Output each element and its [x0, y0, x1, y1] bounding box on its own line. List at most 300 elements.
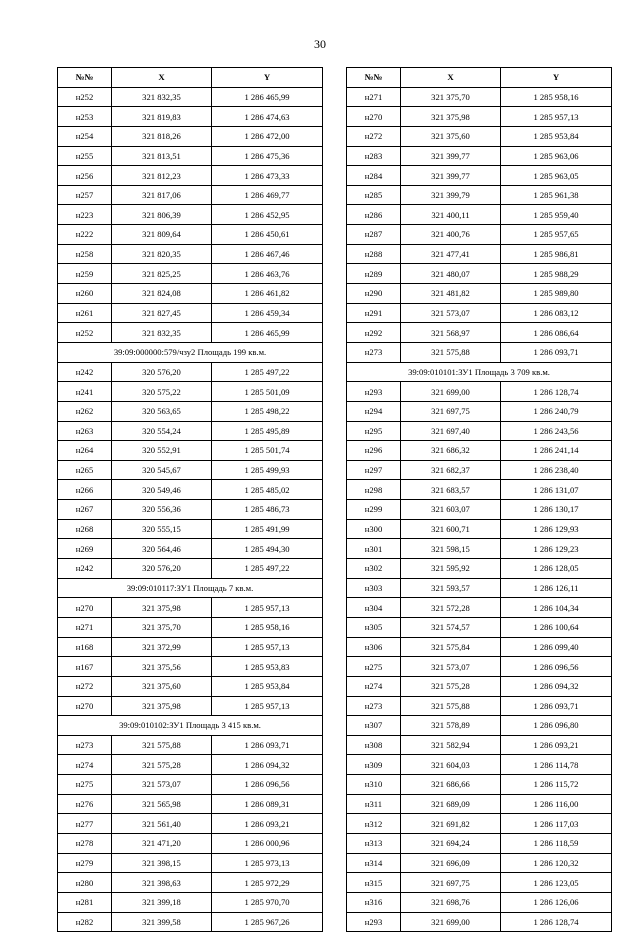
table-row	[58, 421, 323, 441]
table-row	[58, 814, 323, 834]
y-coordinate-cell: 1 286 104,34	[501, 598, 612, 618]
point-number-cell: н260	[58, 284, 112, 304]
table-row	[58, 382, 323, 402]
point-number-cell: н312	[347, 814, 401, 834]
y-coordinate-cell: 1 286 096,56	[212, 775, 323, 795]
x-coordinate-cell: 321 582,94	[401, 735, 501, 755]
table-row	[347, 460, 612, 480]
point-number-cell: н275	[347, 657, 401, 677]
point-number-cell: н285	[347, 185, 401, 205]
y-coordinate-cell: 1 286 475,36	[212, 146, 323, 166]
section-header-row	[58, 342, 323, 362]
table-row	[347, 500, 612, 520]
y-coordinate-cell: 1 286 094,32	[501, 676, 612, 696]
x-coordinate-cell: 321 603,07	[401, 500, 501, 520]
table-row	[58, 284, 323, 304]
table-row	[58, 480, 323, 500]
y-coordinate-cell: 1 285 957,65	[501, 225, 612, 245]
point-number-cell: н222	[58, 225, 112, 245]
x-coordinate-cell: 320 555,15	[112, 519, 212, 539]
table-row	[347, 833, 612, 853]
point-number-cell: н272	[347, 126, 401, 146]
x-coordinate-cell: 321 375,98	[112, 696, 212, 716]
table-row	[58, 755, 323, 775]
x-coordinate-cell: 321 375,60	[401, 126, 501, 146]
y-coordinate-cell: 1 285 494,30	[212, 539, 323, 559]
table-row	[58, 244, 323, 264]
table-row	[58, 794, 323, 814]
x-coordinate-cell: 321 481,82	[401, 284, 501, 304]
point-number-cell: н313	[347, 833, 401, 853]
point-number-cell: н293	[347, 912, 401, 932]
y-coordinate-cell: 1 285 958,16	[501, 87, 612, 107]
point-number-cell: н242	[58, 559, 112, 579]
section-header-row	[58, 716, 323, 736]
table-row	[347, 244, 612, 264]
point-number-cell: н270	[347, 107, 401, 127]
table-row	[347, 284, 612, 304]
point-number-cell: н241	[58, 382, 112, 402]
x-coordinate-cell: 321 683,57	[401, 480, 501, 500]
x-coordinate-cell: 321 375,98	[112, 598, 212, 618]
x-coordinate-cell: 320 563,65	[112, 401, 212, 421]
x-coordinate-cell: 320 564,46	[112, 539, 212, 559]
y-coordinate-cell: 1 285 495,89	[212, 421, 323, 441]
table-row	[347, 853, 612, 873]
point-number-cell: н223	[58, 205, 112, 225]
y-coordinate-cell: 1 285 501,74	[212, 441, 323, 461]
y-coordinate-cell: 1 286 093,21	[212, 814, 323, 834]
x-coordinate-cell: 321 697,40	[401, 421, 501, 441]
point-number-cell: н311	[347, 794, 401, 814]
point-number-cell: н270	[58, 598, 112, 618]
x-coordinate-cell: 321 573,07	[401, 303, 501, 323]
point-number-cell: н168	[58, 637, 112, 657]
x-coordinate-cell: 321 600,71	[401, 519, 501, 539]
table-row	[347, 205, 612, 225]
point-number-cell: н271	[58, 617, 112, 637]
y-coordinate-cell: 1 285 988,29	[501, 264, 612, 284]
x-coordinate-cell: 320 549,46	[112, 480, 212, 500]
y-coordinate-cell: 1 286 131,07	[501, 480, 612, 500]
point-number-cell: н267	[58, 500, 112, 520]
table-row	[347, 401, 612, 421]
y-coordinate-cell: 1 286 465,99	[212, 323, 323, 343]
point-number-cell: н291	[347, 303, 401, 323]
y-coordinate-cell: 1 286 128,74	[501, 382, 612, 402]
table-row	[347, 892, 612, 912]
y-coordinate-cell: 1 285 485,02	[212, 480, 323, 500]
x-coordinate-cell: 321 575,28	[401, 676, 501, 696]
point-number-cell: н307	[347, 716, 401, 736]
point-number-cell: н266	[58, 480, 112, 500]
point-number-cell: н264	[58, 441, 112, 461]
table-row	[347, 775, 612, 795]
y-coordinate-cell: 1 286 118,59	[501, 833, 612, 853]
y-coordinate-cell: 1 286 129,93	[501, 519, 612, 539]
point-number-cell: н259	[58, 264, 112, 284]
point-number-cell: н284	[347, 166, 401, 186]
y-coordinate-cell: 1 285 957,13	[212, 696, 323, 716]
x-coordinate-cell: 321 375,98	[401, 107, 501, 127]
table-header-row	[58, 68, 323, 88]
table-row	[347, 559, 612, 579]
x-coordinate-cell: 321 400,76	[401, 225, 501, 245]
point-number-cell: н299	[347, 500, 401, 520]
y-coordinate-cell: 1 286 099,40	[501, 637, 612, 657]
y-coordinate-cell: 1 285 972,29	[212, 873, 323, 893]
x-coordinate-cell: 321 399,18	[112, 892, 212, 912]
point-number-cell: н301	[347, 539, 401, 559]
y-coordinate-cell: 1 286 115,72	[501, 775, 612, 795]
x-coordinate-cell: 320 576,20	[112, 362, 212, 382]
table-row	[58, 892, 323, 912]
table-row	[347, 873, 612, 893]
table-row	[347, 342, 612, 362]
y-coordinate-cell: 1 286 238,40	[501, 460, 612, 480]
table-row	[347, 146, 612, 166]
table-row	[58, 107, 323, 127]
table-row	[347, 323, 612, 343]
point-number-cell: н293	[347, 382, 401, 402]
point-number-cell: н298	[347, 480, 401, 500]
point-number-cell: н274	[58, 755, 112, 775]
y-coordinate-cell: 1 285 958,16	[212, 617, 323, 637]
x-coordinate-cell: 321 575,88	[401, 342, 501, 362]
y-coordinate-cell: 1 286 463,76	[212, 264, 323, 284]
x-coordinate-cell: 321 573,07	[112, 775, 212, 795]
y-coordinate-cell: 1 286 128,74	[501, 912, 612, 932]
table-row	[58, 539, 323, 559]
x-coordinate-cell: 321 604,03	[401, 755, 501, 775]
y-coordinate-cell: 1 286 474,63	[212, 107, 323, 127]
y-coordinate-cell: 1 286 100,64	[501, 617, 612, 637]
section-header-row	[347, 362, 612, 382]
table-row	[347, 441, 612, 461]
x-coordinate-cell: 320 576,20	[112, 559, 212, 579]
y-coordinate-cell: 1 286 128,05	[501, 559, 612, 579]
point-number-cell: н282	[58, 912, 112, 932]
point-number-cell: н252	[58, 323, 112, 343]
point-number-cell: н273	[347, 696, 401, 716]
header-y: Y	[501, 68, 612, 88]
page-number: 30	[314, 37, 326, 51]
x-coordinate-cell: 321 375,70	[401, 87, 501, 107]
x-coordinate-cell: 321 568,97	[401, 323, 501, 343]
table-row	[58, 637, 323, 657]
point-number-cell: н310	[347, 775, 401, 795]
point-number-cell: н258	[58, 244, 112, 264]
table-row	[347, 519, 612, 539]
y-coordinate-cell: 1 286 096,56	[501, 657, 612, 677]
y-coordinate-cell: 1 285 963,05	[501, 166, 612, 186]
table-row	[347, 382, 612, 402]
point-number-cell: н297	[347, 460, 401, 480]
x-coordinate-cell: 321 806,39	[112, 205, 212, 225]
point-number-cell: н294	[347, 401, 401, 421]
x-coordinate-cell: 321 832,35	[112, 323, 212, 343]
point-number-cell: н270	[58, 696, 112, 716]
x-coordinate-cell: 321 399,58	[112, 912, 212, 932]
point-number-cell: н257	[58, 185, 112, 205]
point-number-cell: н242	[58, 362, 112, 382]
table-row	[58, 185, 323, 205]
y-coordinate-cell: 1 285 967,26	[212, 912, 323, 932]
table-row	[347, 578, 612, 598]
table-row	[347, 912, 612, 932]
x-coordinate-cell: 321 575,28	[112, 755, 212, 775]
table-row	[58, 441, 323, 461]
table-row	[58, 323, 323, 343]
x-coordinate-cell: 321 399,79	[401, 185, 501, 205]
x-coordinate-cell: 321 398,63	[112, 873, 212, 893]
table-body	[58, 87, 323, 932]
x-coordinate-cell: 321 699,00	[401, 382, 501, 402]
x-coordinate-cell: 320 554,24	[112, 421, 212, 441]
y-coordinate-cell: 1 286 000,96	[212, 833, 323, 853]
point-number-cell: н292	[347, 323, 401, 343]
header-number: №№	[347, 68, 401, 88]
point-number-cell: н265	[58, 460, 112, 480]
table-row	[347, 676, 612, 696]
x-coordinate-cell: 321 809,64	[112, 225, 212, 245]
y-coordinate-cell: 1 285 957,13	[212, 598, 323, 618]
table-row	[58, 303, 323, 323]
coordinates-table-right	[346, 67, 612, 932]
y-coordinate-cell: 1 285 963,06	[501, 146, 612, 166]
y-coordinate-cell: 1 286 240,79	[501, 401, 612, 421]
x-coordinate-cell: 321 820,35	[112, 244, 212, 264]
x-coordinate-cell: 321 598,15	[401, 539, 501, 559]
y-coordinate-cell: 1 286 467,46	[212, 244, 323, 264]
point-number-cell: н263	[58, 421, 112, 441]
x-coordinate-cell: 321 697,75	[401, 401, 501, 421]
y-coordinate-cell: 1 286 117,03	[501, 814, 612, 834]
point-number-cell: н167	[58, 657, 112, 677]
point-number-cell: н273	[347, 342, 401, 362]
y-coordinate-cell: 1 285 497,22	[212, 559, 323, 579]
y-coordinate-cell: 1 285 970,70	[212, 892, 323, 912]
y-coordinate-cell: 1 286 093,71	[212, 735, 323, 755]
table-row	[347, 657, 612, 677]
x-coordinate-cell: 321 827,45	[112, 303, 212, 323]
x-coordinate-cell: 321 561,40	[112, 814, 212, 834]
y-coordinate-cell: 1 285 961,38	[501, 185, 612, 205]
point-number-cell: н255	[58, 146, 112, 166]
y-coordinate-cell: 1 286 473,33	[212, 166, 323, 186]
point-number-cell: н269	[58, 539, 112, 559]
point-number-cell: н262	[58, 401, 112, 421]
x-coordinate-cell: 321 593,57	[401, 578, 501, 598]
table-row	[347, 814, 612, 834]
table-row	[58, 696, 323, 716]
table-row	[347, 696, 612, 716]
table-row	[347, 617, 612, 637]
y-coordinate-cell: 1 286 126,06	[501, 892, 612, 912]
x-coordinate-cell: 321 818,26	[112, 126, 212, 146]
x-coordinate-cell: 320 545,67	[112, 460, 212, 480]
table-row	[58, 460, 323, 480]
x-coordinate-cell: 321 399,77	[401, 146, 501, 166]
y-coordinate-cell: 1 286 465,99	[212, 87, 323, 107]
table-row	[58, 676, 323, 696]
x-coordinate-cell: 321 825,25	[112, 264, 212, 284]
point-number-cell: н273	[58, 735, 112, 755]
point-number-cell: н275	[58, 775, 112, 795]
table-row	[58, 598, 323, 618]
table-row	[58, 264, 323, 284]
point-number-cell: н277	[58, 814, 112, 834]
table-row	[58, 362, 323, 382]
header-y: Y	[212, 68, 323, 88]
x-coordinate-cell: 321 480,07	[401, 264, 501, 284]
point-number-cell: н303	[347, 578, 401, 598]
header-x: X	[112, 68, 212, 88]
table-row	[347, 421, 612, 441]
x-coordinate-cell: 320 556,36	[112, 500, 212, 520]
table-row	[347, 303, 612, 323]
y-coordinate-cell: 1 286 459,34	[212, 303, 323, 323]
table-row	[58, 912, 323, 932]
table-row	[347, 126, 612, 146]
point-number-cell: н261	[58, 303, 112, 323]
y-coordinate-cell: 1 285 953,84	[501, 126, 612, 146]
coordinates-table-left	[57, 67, 323, 932]
point-number-cell: н316	[347, 892, 401, 912]
table-row	[347, 107, 612, 127]
table-row	[58, 225, 323, 245]
table-row	[58, 617, 323, 637]
header-x: X	[401, 68, 501, 88]
point-number-cell: н256	[58, 166, 112, 186]
point-number-cell: н300	[347, 519, 401, 539]
y-coordinate-cell: 1 286 114,78	[501, 755, 612, 775]
table-row	[58, 873, 323, 893]
y-coordinate-cell: 1 286 089,31	[212, 794, 323, 814]
y-coordinate-cell: 1 286 472,00	[212, 126, 323, 146]
x-coordinate-cell: 321 572,28	[401, 598, 501, 618]
table-row	[58, 833, 323, 853]
point-number-cell: н280	[58, 873, 112, 893]
x-coordinate-cell: 321 824,08	[112, 284, 212, 304]
table-row	[347, 735, 612, 755]
table-row	[58, 166, 323, 186]
table-row	[58, 853, 323, 873]
x-coordinate-cell: 321 812,23	[112, 166, 212, 186]
y-coordinate-cell: 1 285 501,09	[212, 382, 323, 402]
y-coordinate-cell: 1 285 989,80	[501, 284, 612, 304]
x-coordinate-cell: 321 813,51	[112, 146, 212, 166]
x-coordinate-cell: 321 595,92	[401, 559, 501, 579]
section-title: 39:09:000000:579/чзу2 Площадь 199 кв.м.	[58, 342, 323, 362]
header-number: №№	[58, 68, 112, 88]
table-row	[58, 657, 323, 677]
y-coordinate-cell: 1 286 093,71	[501, 342, 612, 362]
point-number-cell: н279	[58, 853, 112, 873]
point-number-cell: н278	[58, 833, 112, 853]
y-coordinate-cell: 1 286 094,32	[212, 755, 323, 775]
x-coordinate-cell: 321 575,88	[401, 696, 501, 716]
point-number-cell: н295	[347, 421, 401, 441]
y-coordinate-cell: 1 285 973,13	[212, 853, 323, 873]
x-coordinate-cell: 321 819,83	[112, 107, 212, 127]
y-coordinate-cell: 1 285 497,22	[212, 362, 323, 382]
table-row	[58, 205, 323, 225]
x-coordinate-cell: 321 575,84	[401, 637, 501, 657]
x-coordinate-cell: 321 697,75	[401, 873, 501, 893]
table-row	[58, 87, 323, 107]
x-coordinate-cell: 321 686,32	[401, 441, 501, 461]
table-row	[347, 225, 612, 245]
table-row	[58, 519, 323, 539]
point-number-cell: н308	[347, 735, 401, 755]
point-number-cell: н306	[347, 637, 401, 657]
x-coordinate-cell: 321 694,24	[401, 833, 501, 853]
x-coordinate-cell: 321 477,41	[401, 244, 501, 264]
y-coordinate-cell: 1 286 461,82	[212, 284, 323, 304]
point-number-cell: н281	[58, 892, 112, 912]
point-number-cell: н305	[347, 617, 401, 637]
point-number-cell: н288	[347, 244, 401, 264]
table-row	[347, 637, 612, 657]
x-coordinate-cell: 321 375,60	[112, 676, 212, 696]
table-row	[347, 480, 612, 500]
section-title: 39:09:010101:ЗУ1 Площадь 3 709 кв.м.	[347, 362, 612, 382]
point-number-cell: н253	[58, 107, 112, 127]
x-coordinate-cell: 321 817,06	[112, 185, 212, 205]
y-coordinate-cell: 1 286 243,56	[501, 421, 612, 441]
section-title: 39:09:010102:ЗУ1 Площадь 3 415 кв.м.	[58, 716, 323, 736]
y-coordinate-cell: 1 285 491,99	[212, 519, 323, 539]
x-coordinate-cell: 321 832,35	[112, 87, 212, 107]
y-coordinate-cell: 1 286 452,95	[212, 205, 323, 225]
table-row	[347, 716, 612, 736]
table-row	[58, 775, 323, 795]
x-coordinate-cell: 321 691,82	[401, 814, 501, 834]
y-coordinate-cell: 1 286 116,00	[501, 794, 612, 814]
point-number-cell: н274	[347, 676, 401, 696]
point-number-cell: н271	[347, 87, 401, 107]
point-number-cell: н315	[347, 873, 401, 893]
x-coordinate-cell: 321 682,37	[401, 460, 501, 480]
y-coordinate-cell: 1 286 241,14	[501, 441, 612, 461]
table-row	[58, 559, 323, 579]
point-number-cell: н252	[58, 87, 112, 107]
table-header-row	[347, 68, 612, 88]
point-number-cell: н296	[347, 441, 401, 461]
point-number-cell: н289	[347, 264, 401, 284]
point-number-cell: н283	[347, 146, 401, 166]
table-row	[347, 755, 612, 775]
point-number-cell: н268	[58, 519, 112, 539]
section-title: 39:09:010117:ЗУ1 Площадь 7 кв.м.	[58, 578, 323, 598]
y-coordinate-cell: 1 286 093,21	[501, 735, 612, 755]
x-coordinate-cell: 321 372,99	[112, 637, 212, 657]
y-coordinate-cell: 1 285 499,93	[212, 460, 323, 480]
x-coordinate-cell: 321 399,77	[401, 166, 501, 186]
table-row	[58, 735, 323, 755]
x-coordinate-cell: 321 400,11	[401, 205, 501, 225]
table-row	[347, 794, 612, 814]
x-coordinate-cell: 321 699,00	[401, 912, 501, 932]
y-coordinate-cell: 1 286 096,80	[501, 716, 612, 736]
table-row	[347, 166, 612, 186]
point-number-cell: н290	[347, 284, 401, 304]
table-row	[347, 87, 612, 107]
point-number-cell: н304	[347, 598, 401, 618]
table-row	[58, 500, 323, 520]
x-coordinate-cell: 321 696,09	[401, 853, 501, 873]
